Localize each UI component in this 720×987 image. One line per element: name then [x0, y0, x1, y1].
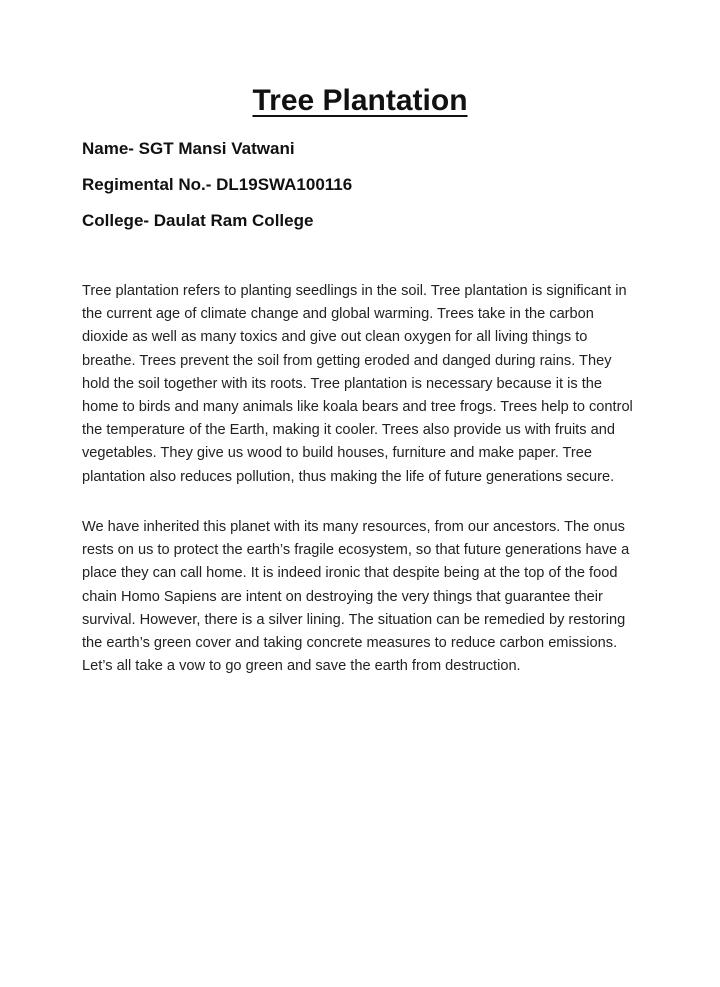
document-title: Tree Plantation: [252, 84, 468, 117]
author-name: Name- SGT Mansi Vatwani: [82, 139, 295, 158]
paragraph-1: Tree plantation refers to planting seedlings in the soil. Tree plantation is significant in the current age of climate change and global warming. Trees take in the carbon dioxide as well as many toxics and give out clean oxygen for all living things to breathe. Trees prevent the soil from getting eroded and danged during rains. They hold the soil together with its roots. Tree plantation is necessary because it is the home to birds and many animals like koala bears and tree frogs. Trees help to control the temperature of the Earth, making it cooler. Trees also provide us with fruits and vegetables. They give us wood to build houses, furniture and make paper. Tree plantation also reduces pollution, thus making the life of future generations secure.: [82, 283, 633, 485]
paragraph-2: We have inherited this planet with its many resources, from our ancestors. The onus rests on us to protect the earth’s fragile ecosystem, so that future generations have a place they can call home. It is indeed ironic that despite being at the top of the food chain Homo Sapiens are intent on destroying the very things that guarantee their survival. However, there is a silver lining. The situation can be remedied by restoring the earth’s green cover and taking concrete measures to reduce carbon emissions. Let’s all take a vow to go green and save the earth from destruction.: [82, 519, 630, 675]
college-name: College- Daulat Ram College: [82, 211, 314, 230]
regimental-number: Regimental No.- DL19SWA100116: [82, 175, 353, 194]
